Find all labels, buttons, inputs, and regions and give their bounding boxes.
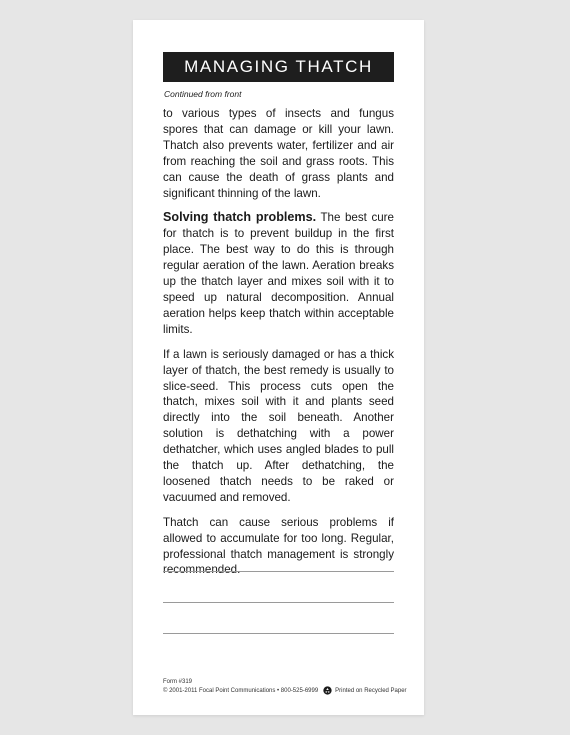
paragraph-4: Thatch can cause serious problems if allowed to accumulate for too long. Regular, professional thatch management is strongly recommended. <box>163 515 394 577</box>
recycle-icon <box>323 686 332 695</box>
paragraph-2-lead: Solving thatch problems. <box>163 210 317 225</box>
form-number: Form #319 <box>163 679 193 685</box>
printed-card <box>133 20 424 715</box>
write-in-line <box>163 633 394 634</box>
write-in-line <box>163 571 394 572</box>
paragraph-2-body: The best cure for thatch is to prevent buildup in the first place. The best way to do this is through regular aeration of the lawn. Aeration breaks up the thatch layer and mixes soil with it to speed up natural decomposition. Annual aeration helps keep thatch within acceptable limits. <box>163 211 394 336</box>
paragraph-3: If a lawn is seriously damaged or has a thick layer of thatch, the best remedy is usually to slice-seed. This process cuts open the thatch, mixes soil with it and plants seed directly into the soil beneath. Another solution is dethatching with a power dethatcher, which uses angled blades to pull the thatch up. After dethatching, the loosened thatch needs to be raked or vacuumed and removed. <box>163 347 394 504</box>
footer <box>163 678 407 695</box>
recycled-note: Printed on Recycled Paper <box>335 687 407 694</box>
write-in-line <box>163 602 394 603</box>
paragraph-2 <box>163 210 394 337</box>
title-bar <box>163 52 394 82</box>
continued-note: Continued from front <box>164 89 242 99</box>
paragraph-1: to various types of insects and fungus spores that can damage or kill your lawn. Thatch also prevents water, fertilizer and air from reaching the soil and grass roots. This can cause the death of grass plants and significant thinning of the lawn. <box>163 107 394 200</box>
page-title: MANAGING THATCH <box>184 57 373 76</box>
footer-form-row <box>163 678 403 686</box>
copyright-text: © 2001-2011 Focal Point Communications • 800-525-6999 <box>163 687 319 694</box>
body-copy <box>163 106 394 587</box>
footer-copyright-row <box>163 686 407 695</box>
